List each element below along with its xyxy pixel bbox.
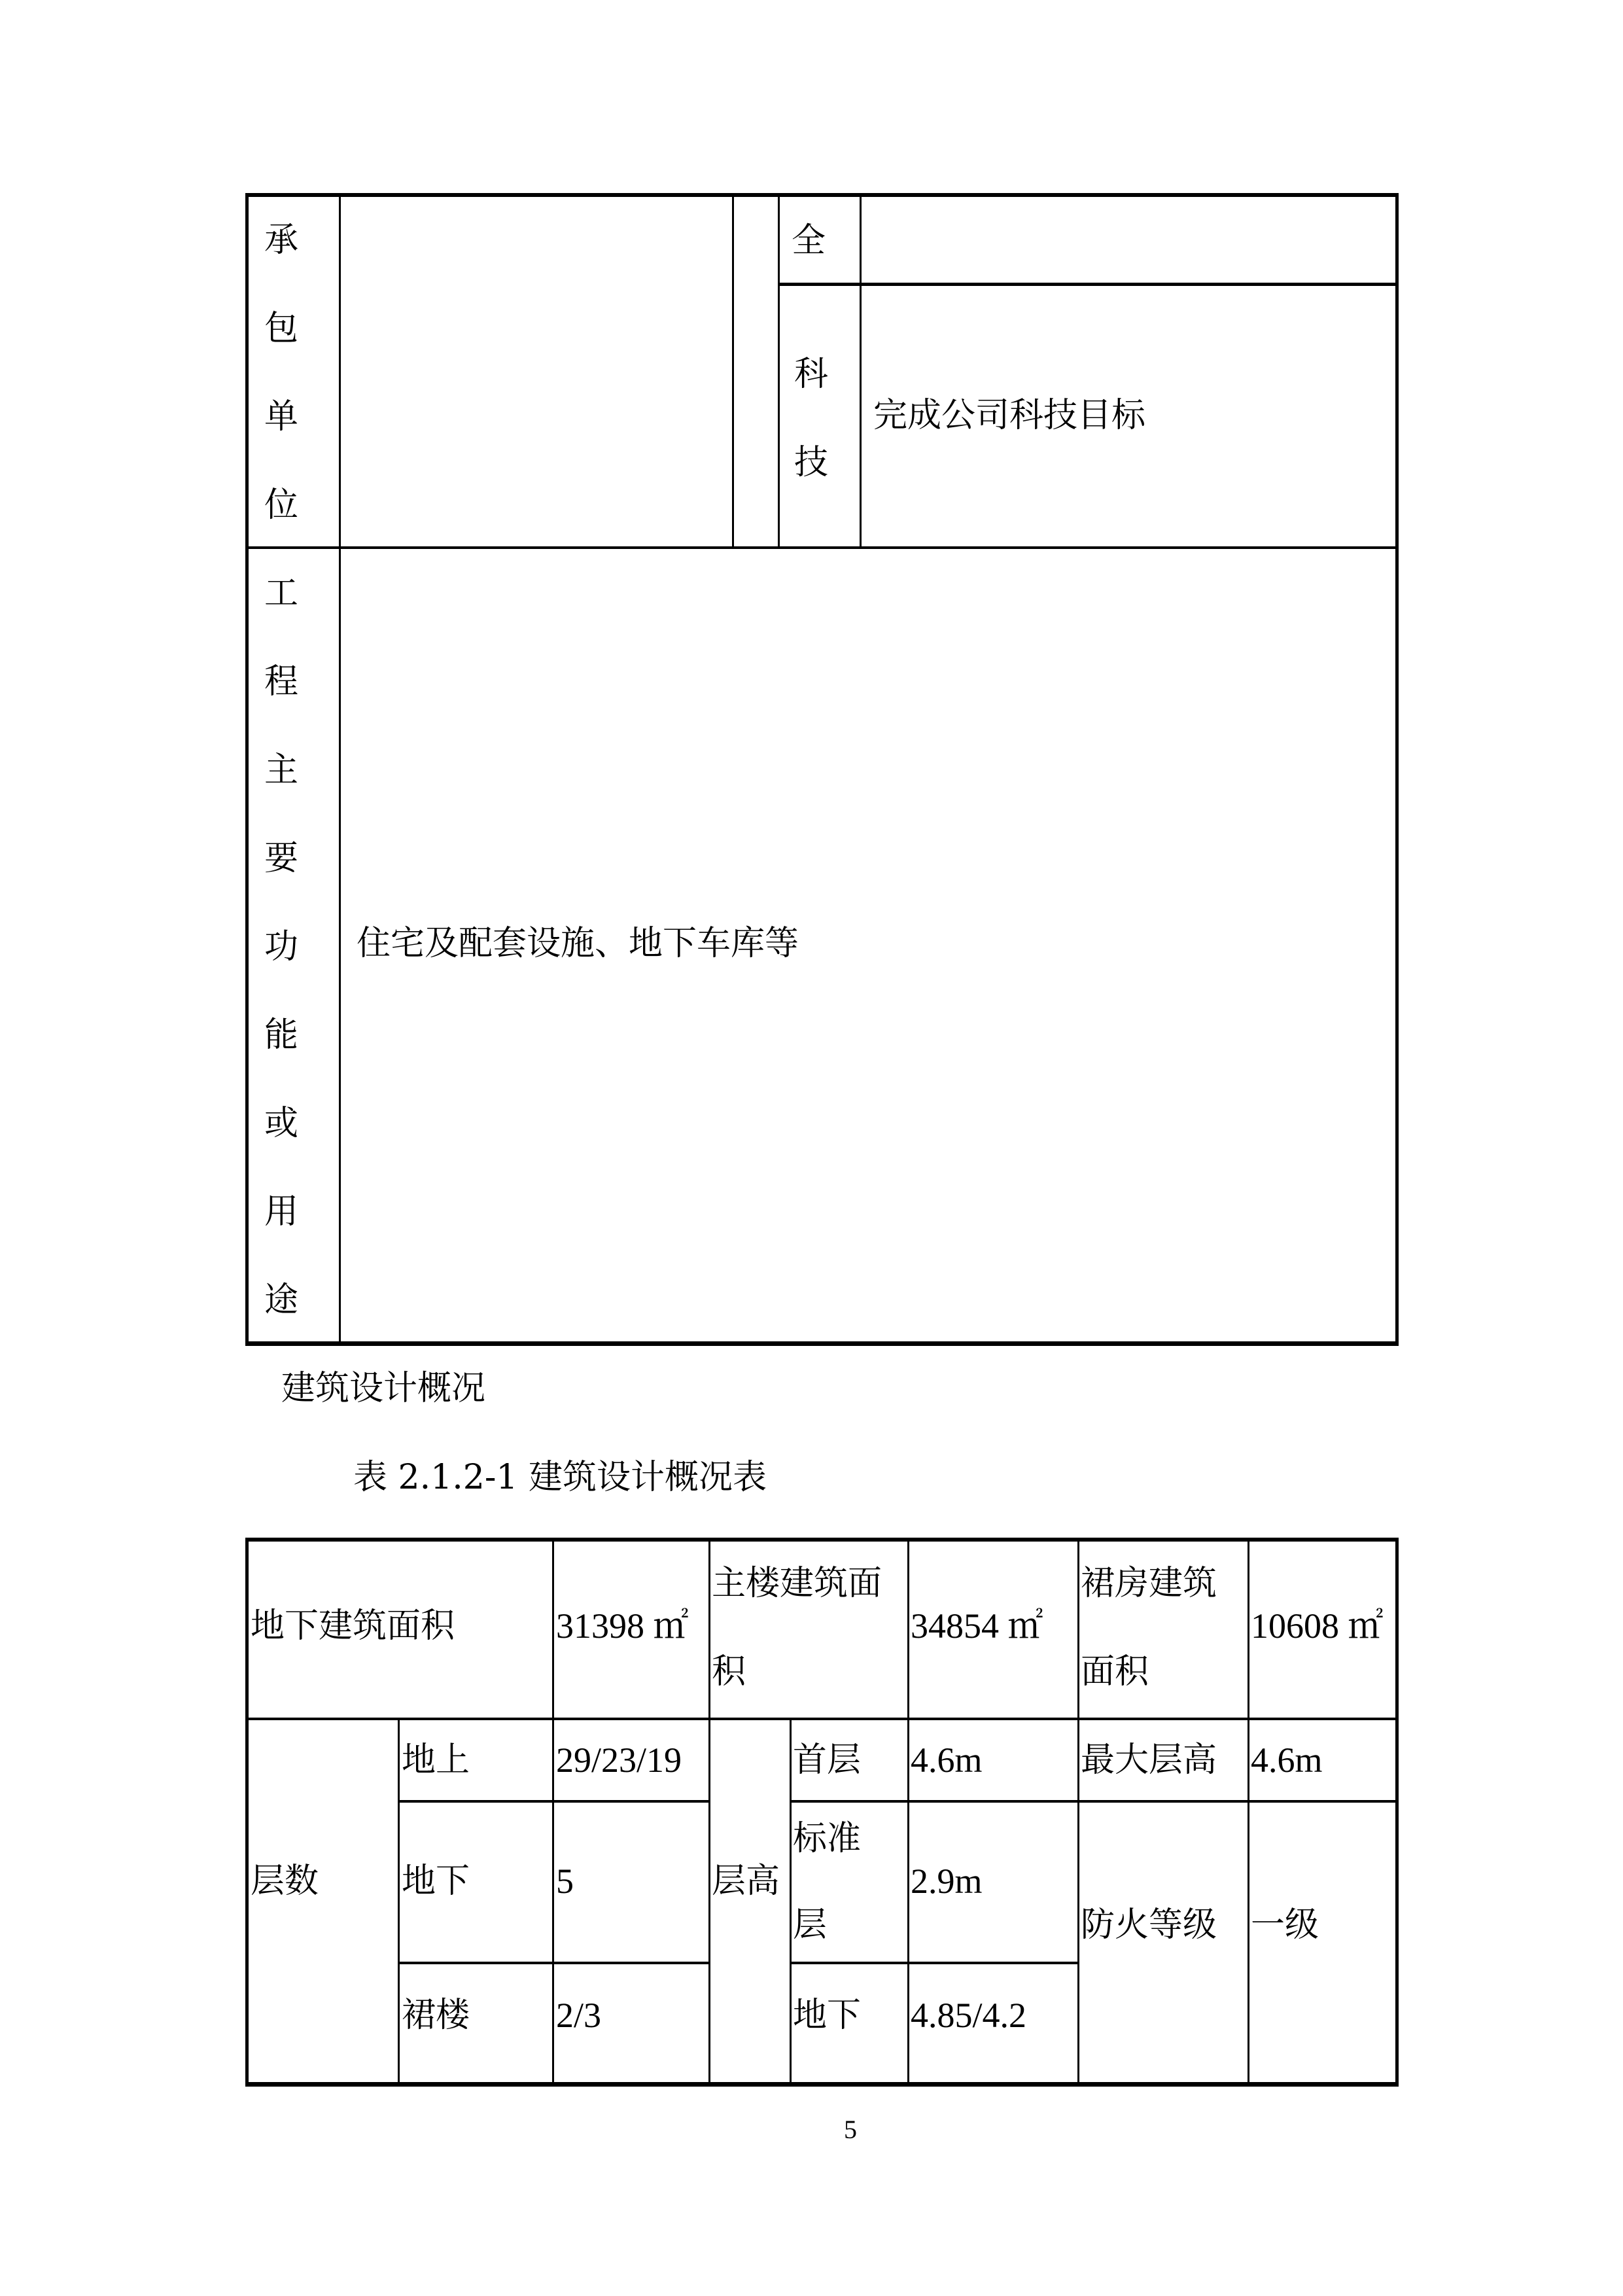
table2-vline-5 <box>907 1540 909 2084</box>
function-label-char: 功 <box>264 927 298 966</box>
podium-area-label-line2: 面积 <box>1081 1652 1149 1691</box>
floors-above-value: 29/23/19 <box>556 1740 682 1780</box>
table2-heights-divider-1 <box>790 1800 1399 1803</box>
table2-vline-2 <box>552 1540 554 2084</box>
height-basement-value: 4.85/4.2 <box>911 1996 1027 2035</box>
table2-floors-divider-1 <box>399 1800 710 1803</box>
function-label <box>262 550 301 1345</box>
table2-left-border <box>245 1538 249 2087</box>
main-area-label-line1: 主楼建筑面 <box>712 1564 882 1603</box>
function-label-char: 要 <box>264 839 298 878</box>
floors-podium-label: 裙楼 <box>402 1996 470 2035</box>
table2-row1-divider <box>247 1718 1397 1720</box>
table2-floors-divider-2 <box>399 1962 710 1964</box>
function-label-char: 途 <box>264 1280 298 1320</box>
table1-col-divider-a <box>732 195 734 548</box>
table2-vline-6 <box>1077 1540 1079 2084</box>
table2-bottom-border <box>245 2082 1399 2087</box>
height-standard-label-line1: 标准 <box>793 1819 862 1858</box>
height-basement-label: 地下 <box>793 1996 862 2035</box>
podium-area-label-line1: 裙房建筑 <box>1081 1564 1217 1603</box>
max-height-value: 4.6m <box>1251 1740 1323 1780</box>
main-area-label-line2: 积 <box>712 1652 746 1691</box>
contractor-label-char: 包 <box>264 309 298 348</box>
height-first-value: 4.6m <box>911 1740 983 1780</box>
floors-below-label: 地下 <box>402 1862 470 1901</box>
table2-vline-7 <box>1248 1540 1249 2084</box>
floors-podium-value: 2/3 <box>556 1996 602 2035</box>
table2-heights-divider-2 <box>790 1962 1078 1964</box>
function-label-char: 用 <box>264 1192 298 1231</box>
contractor-label-char: 单 <box>264 397 298 436</box>
floors-below-value: 5 <box>556 1862 574 1901</box>
floors-above-label: 地上 <box>402 1740 470 1780</box>
table2-caption: 表 2.1.2-1 建筑设计概况表 <box>353 1458 767 1497</box>
main-area-value: 34854 ㎡ <box>911 1606 1043 1646</box>
podium-area-value: 10608 ㎡ <box>1251 1606 1384 1646</box>
fire-rating-value: 一级 <box>1251 1905 1319 1945</box>
max-height-label: 最大层高 <box>1081 1740 1217 1780</box>
contractor-label-char: 承 <box>264 221 298 260</box>
tech-value: 完成公司科技目标 <box>873 396 1146 435</box>
tech-label-char: 科 <box>794 355 828 394</box>
table2-vline-1 <box>398 1719 400 2084</box>
table1-top-border <box>245 193 1399 197</box>
floors-label: 层数 <box>251 1862 319 1901</box>
tech-label <box>792 330 831 507</box>
table2-vline-4 <box>790 1719 792 2084</box>
fire-rating-label: 防火等级 <box>1081 1905 1217 1945</box>
function-label-char: 工 <box>264 574 298 613</box>
section-heading: 建筑设计概况 <box>281 1369 486 1408</box>
underground-area-value: 31398 ㎡ <box>556 1606 689 1646</box>
table1-col-divider-b <box>778 195 780 548</box>
table1-right-border <box>1395 193 1399 1346</box>
function-value: 住宅及配套设施、地下车库等 <box>357 924 799 963</box>
contractor-label-char: 位 <box>264 486 298 525</box>
table1-col-divider-c <box>860 195 862 548</box>
function-label-char: 能 <box>264 1016 298 1055</box>
function-label-char: 程 <box>264 662 298 701</box>
table2-right-border <box>1395 1538 1399 2087</box>
contractor-label <box>262 196 301 550</box>
table1-bottom-border <box>245 1341 1399 1346</box>
table1-label-col-divider <box>339 195 341 1343</box>
height-standard-value: 2.9m <box>911 1862 983 1901</box>
page-number: 5 <box>844 2115 857 2144</box>
tech-label-char: 技 <box>794 443 828 482</box>
underground-area-label: 地下建筑面积 <box>251 1606 455 1646</box>
table1-row-divider <box>247 546 1397 549</box>
table2-vline-3 <box>708 1540 710 2084</box>
height-label: 层高 <box>712 1862 780 1901</box>
table2-top-border <box>245 1538 1399 1542</box>
height-standard-label-line2: 层 <box>793 1905 828 1945</box>
table1-left-border <box>245 193 249 1346</box>
function-label-char: 主 <box>264 751 298 790</box>
function-label-char: 或 <box>264 1104 298 1143</box>
table1-safety-divider <box>778 283 1397 286</box>
safety-label: 全 <box>792 221 826 260</box>
height-first-label: 首层 <box>793 1740 862 1780</box>
